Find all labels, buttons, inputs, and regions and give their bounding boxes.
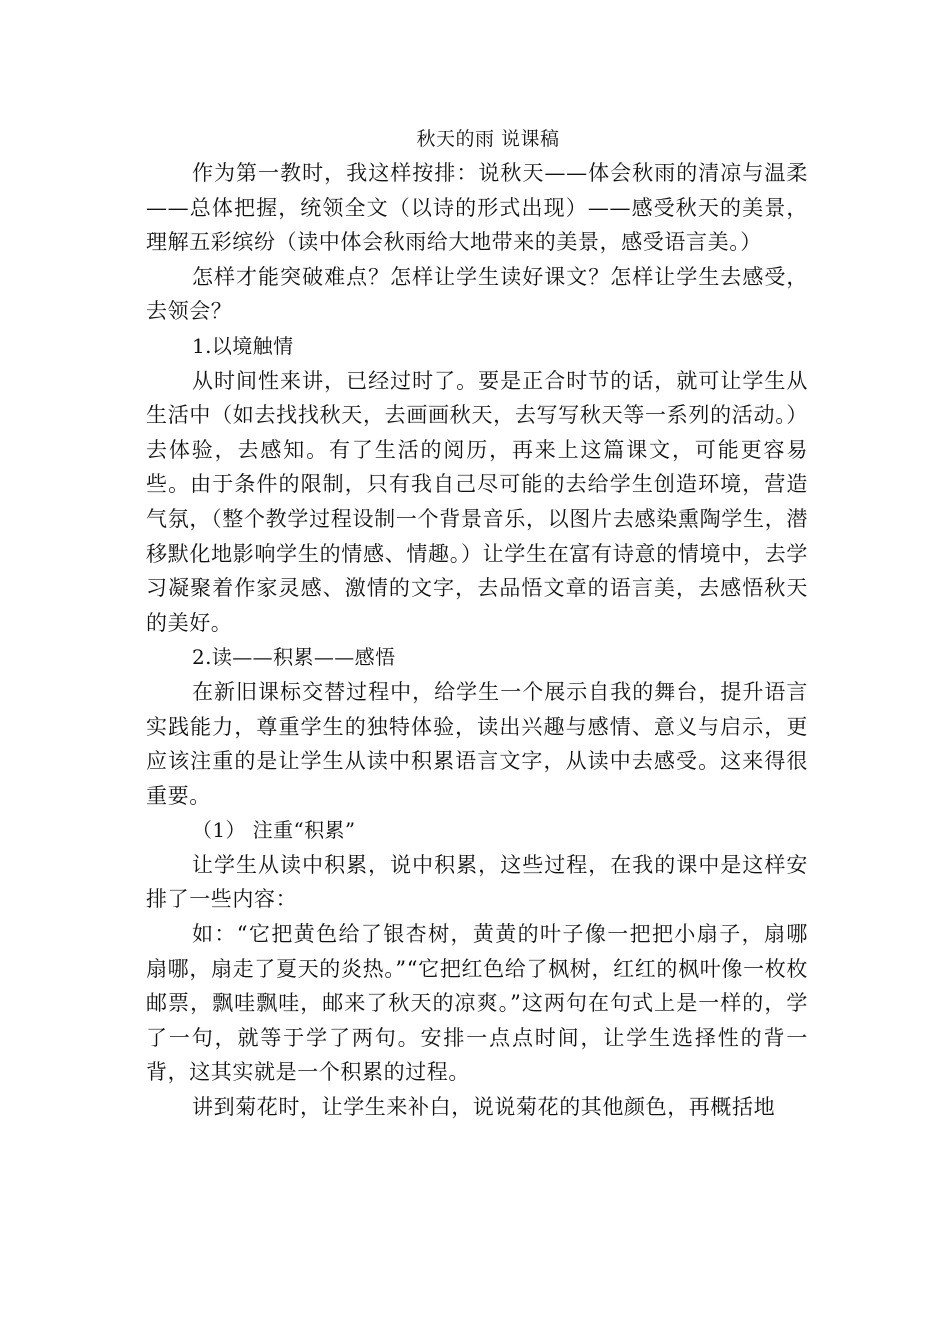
subsection-1-paragraph-1: 让学生从读中积累，说中积累，这些过程，在我的课中是这样安排了一些内容： (146, 852, 808, 912)
document-body (146, 122, 808, 1125)
section-1-paragraph: 从时间性来讲，已经过时了。要是正合时节的话，就可让学生从生活中（如去找找秋天，去画画秋天，去写写秋天等一系列的活动。）去体验，去感知。有了生活的阅历，再来上这篇课文，可能更容易些。由于条件的限制，只有我自己尽可能的去给学生创造环境，营造气氛，（整个教学过程设制一个背景音乐，以图片去感染熏陶学生，潜移默化地影响学生的情感、情趣。）让学生在富有诗意的情境中，去学习凝聚着作家灵感、激情的文字，去品悟文章的语言美，去感悟秋天的美好。 (146, 368, 808, 635)
document-title: 秋天的雨 说课稿 (416, 128, 560, 150)
subsection-1-paragraph-3: 讲到菊花时，让学生来补白，说说菊花的其他颜色，再概括地 (192, 1095, 776, 1120)
section-1-heading: 1.以境触情 (192, 333, 294, 358)
subsection-1-heading: （1） 注重“积累” (192, 818, 356, 843)
intro-paragraph-1: 作为第一教时，我这样按排：说秋天——体会秋雨的清凉与温柔——总体把握，统领全文（以诗的形式出现）——感受秋天的美景，理解五彩缤纷（读中体会秋雨给大地带来的美景，感受语言美。） (146, 161, 808, 255)
section-2-heading: 2.读——积累——感悟 (192, 645, 396, 670)
intro-paragraph-2: 怎样才能突破难点？怎样让学生读好课文？怎样让学生去感受，去领会？ (146, 264, 808, 324)
section-2-paragraph: 在新旧课标交替过程中，给学生一个展示自我的舞台，提升语言实践能力，尊重学生的独特体验，读出兴趣与感情、意义与启示，更应该注重的是让学生从读中积累语言文字，从读中去感受。这来得很重要。 (146, 679, 808, 808)
subsection-1-paragraph-2: 如：“它把黄色给了银杏树，黄黄的叶子像一把把小扇子，扇哪扇哪，扇走了夏天的炎热。”“它把红色给了枫树，红红的枫叶像一枚枚邮票，飘哇飘哇，邮来了秋天的凉爽。”这两句在句式上是一样的，学了一句，就等于学了两句。安排一点点时间，让学生选择性的背一背，这其实就是一个积累的过程。 (146, 922, 808, 1085)
